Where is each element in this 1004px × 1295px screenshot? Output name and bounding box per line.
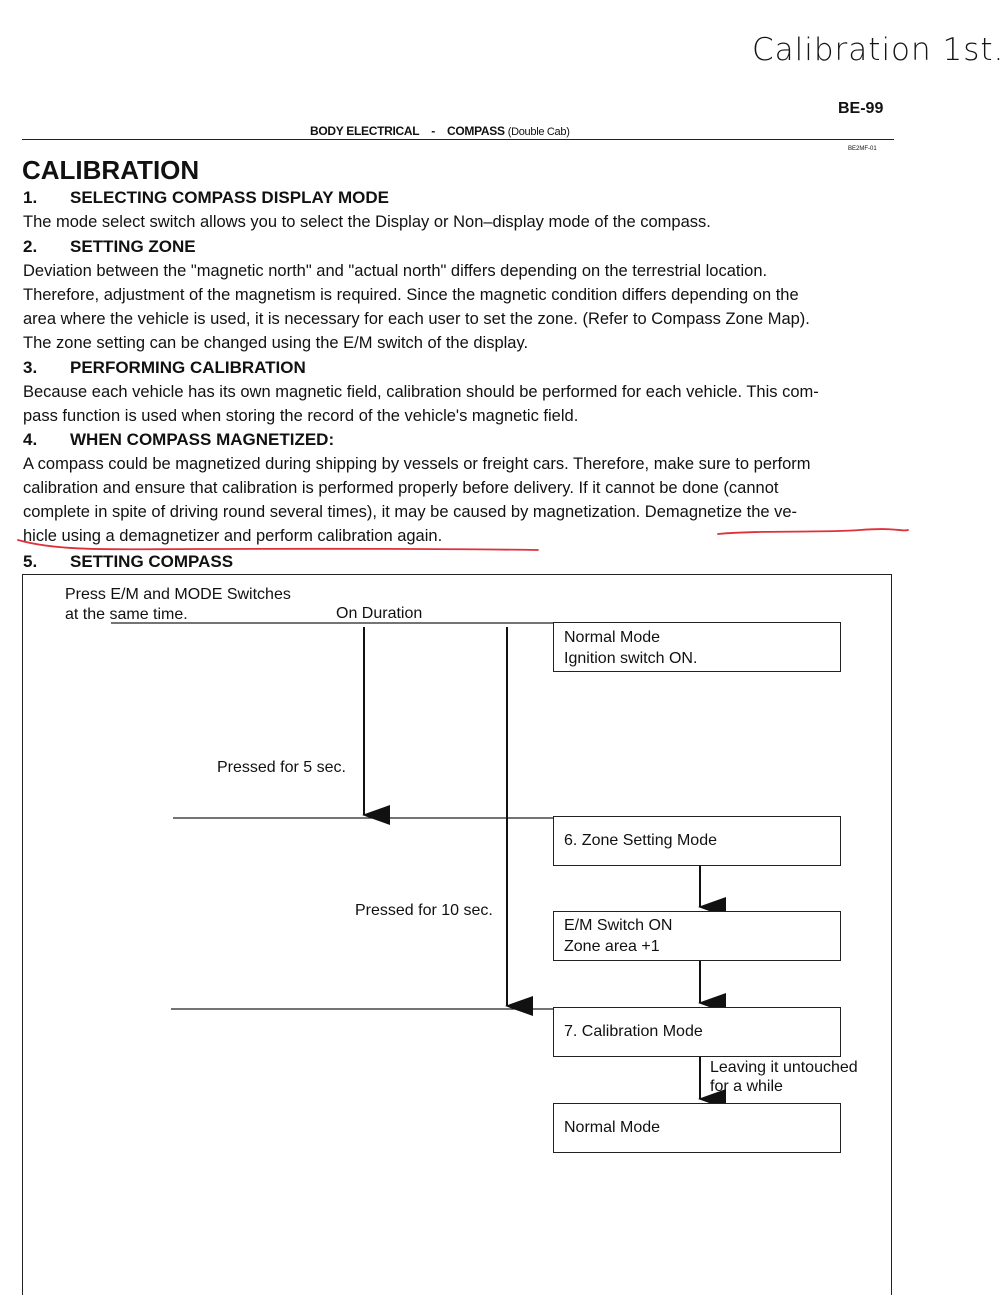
page-number: BE-99 (838, 100, 884, 117)
section-body-3 (23, 380, 895, 428)
section-number: 4. (23, 430, 38, 449)
press-instruction-line2: at the same time. (65, 606, 188, 623)
header-separator: - (431, 124, 435, 138)
body-line: Because each vehicle has its own magnetic field, calibration should be performed for each vehicle. This com- (23, 383, 819, 401)
box-line: 7. Calibration Mode (564, 1023, 703, 1040)
section-title: PERFORMING CALIBRATION (70, 358, 306, 377)
section-title: WHEN COMPASS MAGNETIZED: (70, 430, 335, 449)
section-heading-5 (23, 552, 233, 572)
section-heading-1 (23, 188, 389, 208)
body-line: A compass could be magnetized during shipping by vessels or freight cars. Therefore, make sure to perform (23, 455, 811, 473)
body-line: complete in spite of driving round several times), it may be caused by magnetization. Demagnetize the ve- (23, 503, 798, 521)
setting-compass-diagram (22, 574, 892, 1295)
handwritten-note: Calibration 1st. (752, 32, 1004, 68)
section-number: 1. (23, 188, 38, 207)
section-body-1 (23, 210, 895, 234)
section-number: 5. (23, 552, 38, 571)
on-duration-label: On Duration (336, 605, 423, 622)
page-title: CALIBRATION (22, 155, 200, 185)
box-line: Ignition switch ON. (564, 650, 698, 667)
box-line: Zone area +1 (564, 938, 660, 955)
body-line: pass function is used when storing the record of the vehicle's magnetic field. (23, 407, 579, 425)
body-line: calibration and ensure that calibration is performed properly before delivery. If it cannot be done (cannot (23, 479, 779, 497)
box-line: Normal Mode (564, 629, 661, 646)
header-section: BODY ELECTRICAL (310, 124, 420, 138)
calibration-mode-box (553, 1007, 841, 1057)
box-line: E/M Switch ON (564, 917, 673, 934)
em-switch-box (553, 911, 841, 961)
leaving-untouched-line2: for a while (710, 1078, 783, 1095)
pressed-10-sec-label: Pressed for 10 sec. (355, 902, 493, 919)
box-line: Normal Mode (564, 1119, 661, 1136)
section-heading-4 (23, 430, 334, 450)
section-title: SELECTING COMPASS DISPLAY MODE (70, 188, 389, 207)
header-subject-detail: (Double Cab) (507, 126, 570, 138)
body-line: hicle using a demagnetizer and perform calibration again. (23, 527, 443, 545)
zone-setting-mode-box (553, 816, 841, 866)
header-subject: COMPASS (447, 124, 505, 138)
press-instruction-line1: Press E/M and MODE Switches (65, 586, 291, 603)
running-header (310, 124, 570, 138)
pressed-5-sec-label: Pressed for 5 sec. (217, 759, 346, 776)
section-body-2 (23, 259, 895, 355)
section-body-4 (23, 452, 895, 548)
body-line: Deviation between the "magnetic north" and "actual north" differs depending on the terrestrial location. (23, 262, 768, 280)
box-line: 6. Zone Setting Mode (564, 832, 717, 849)
section-heading-3 (23, 358, 306, 378)
body-line: The mode select switch allows you to select the Display or Non–display mode of the compass. (23, 213, 711, 231)
document-code: BE2MF-01 (848, 146, 877, 152)
section-number: 3. (23, 358, 38, 377)
normal-mode-box (553, 622, 841, 672)
section-title: SETTING ZONE (70, 237, 196, 256)
section-number: 2. (23, 237, 38, 256)
leaving-untouched-line1: Leaving it untouched (710, 1059, 858, 1076)
body-line: Therefore, adjustment of the magnetism is required. Since the magnetic condition differs depending on the (23, 286, 799, 304)
body-line: area where the vehicle is used, it is necessary for each user to set the zone. (Refer to Compass Zone Map). (23, 310, 810, 328)
section-heading-2 (23, 237, 196, 257)
normal-mode-end-box (553, 1103, 841, 1153)
section-title: SETTING COMPASS (70, 552, 234, 571)
header-rule (22, 139, 894, 140)
body-line: The zone setting can be changed using the E/M switch of the display. (23, 334, 529, 352)
